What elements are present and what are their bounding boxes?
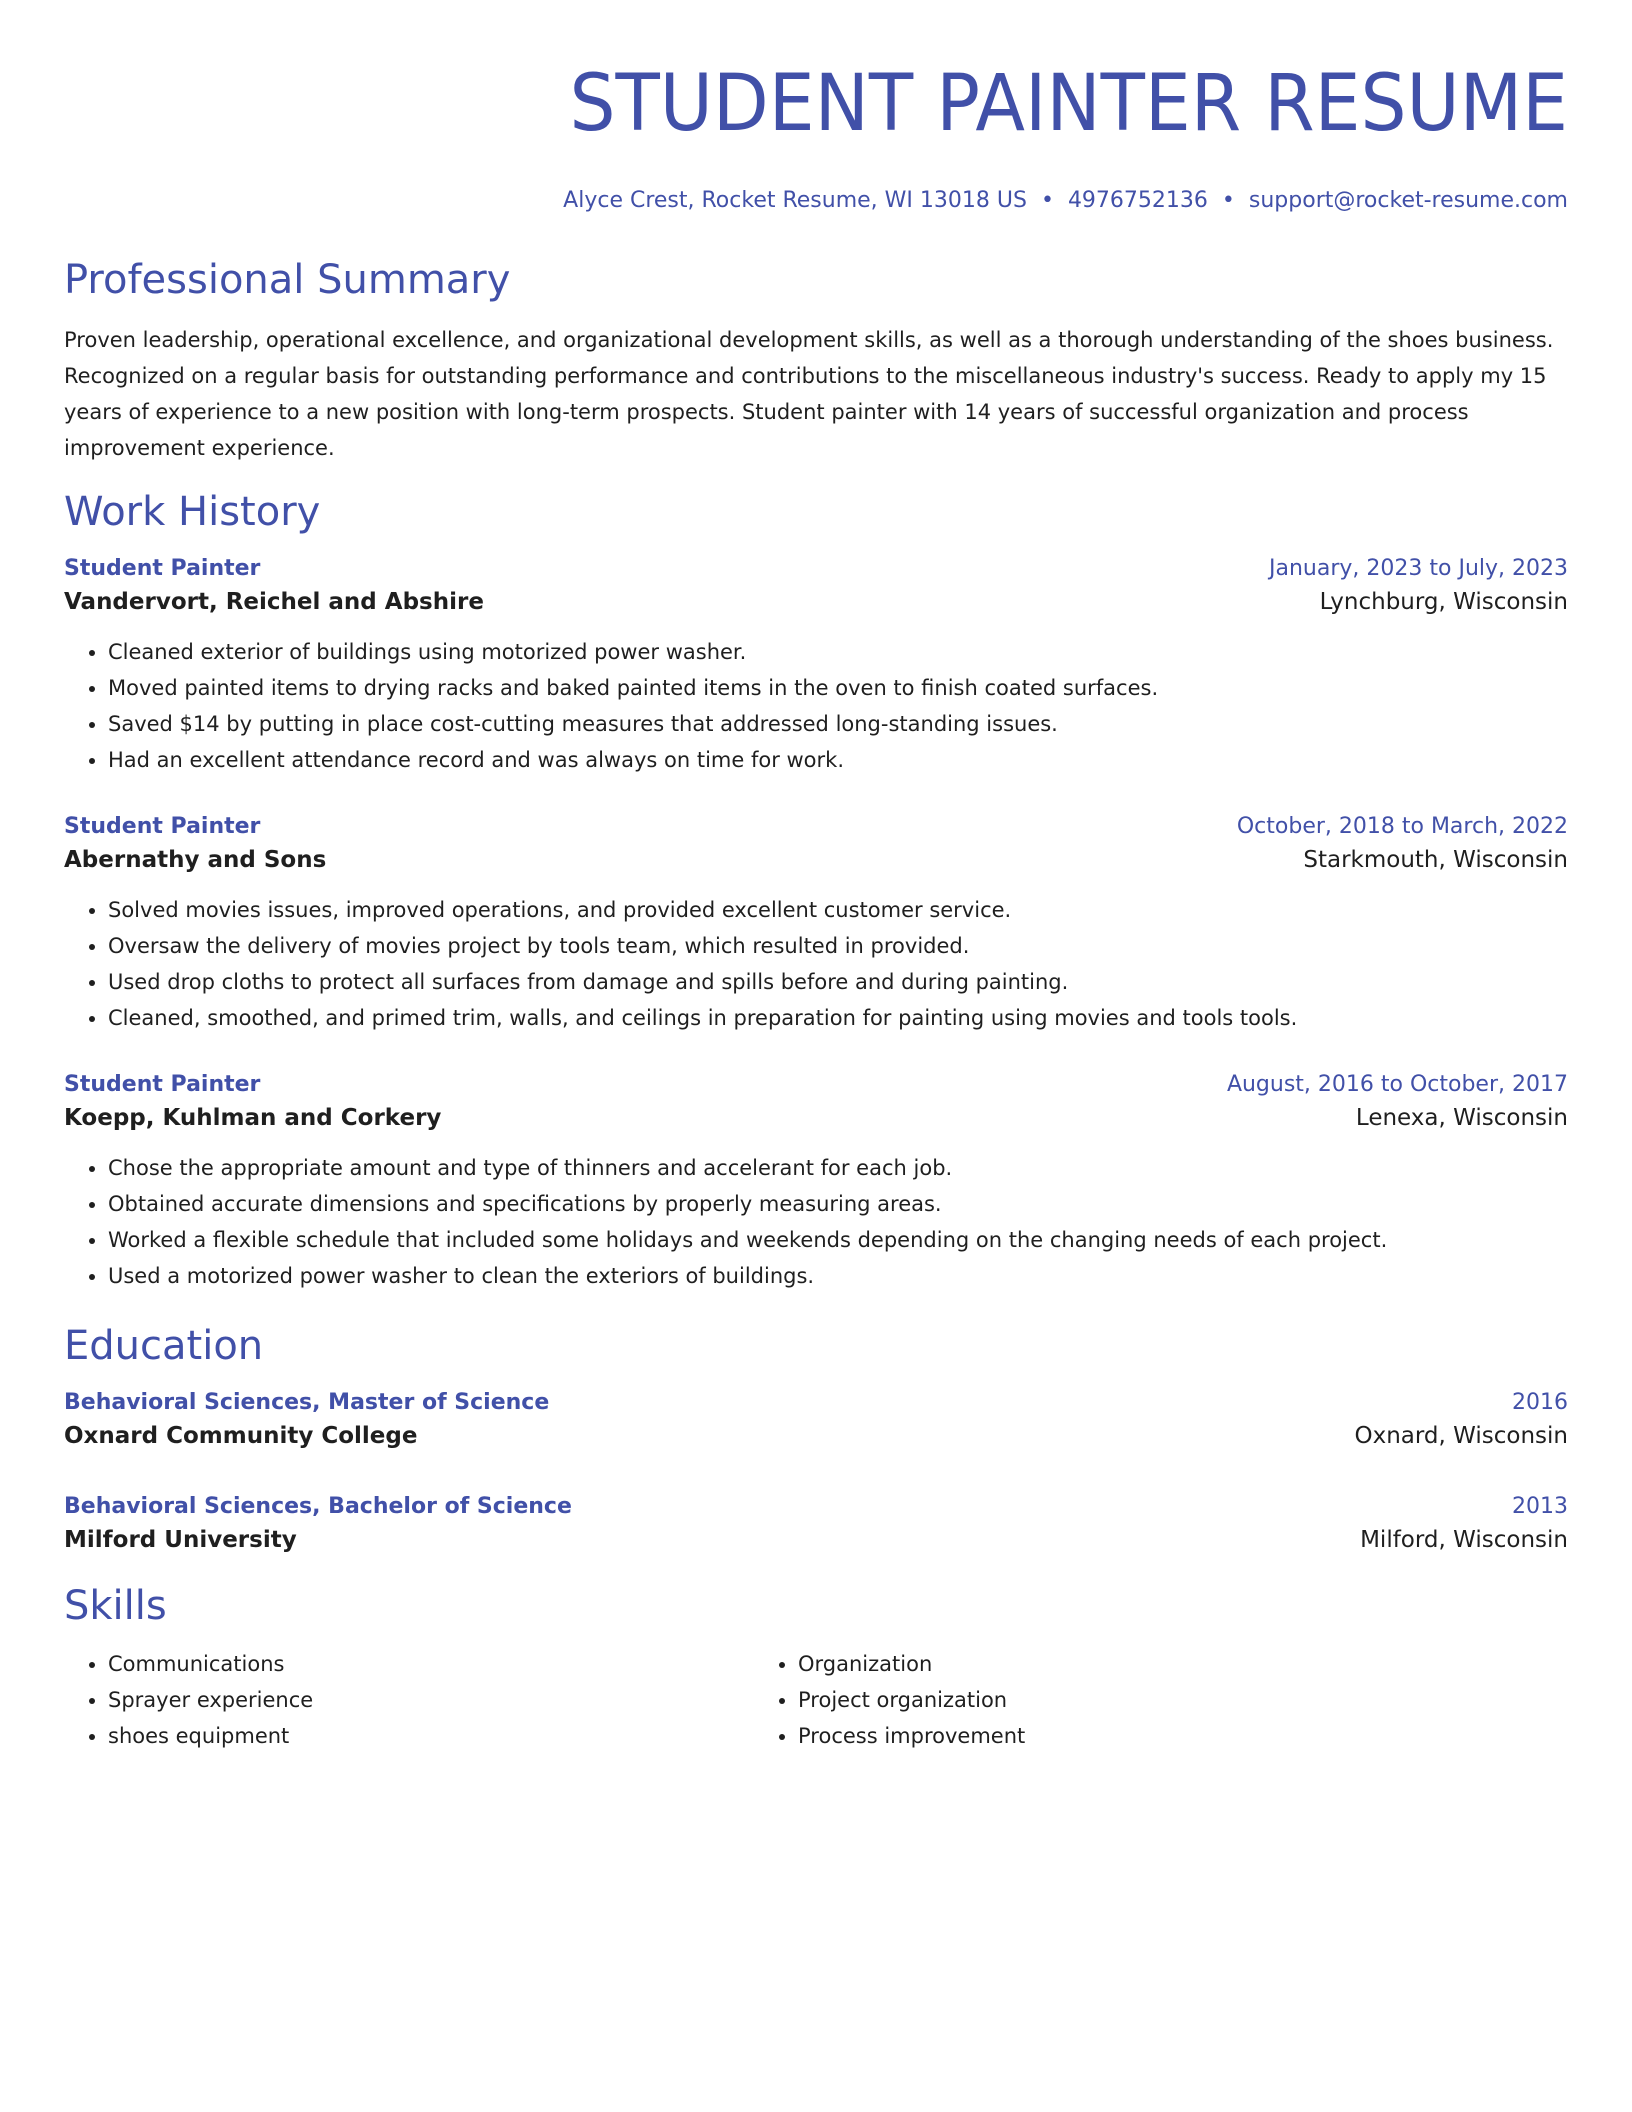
education-year: 2013 (1512, 1494, 1568, 1519)
job-entry (64, 554, 1568, 778)
job-bullet: • Chose the appropriate amount and type of thinners and accelerant for each job. (108, 1150, 1568, 1186)
contact-address: Alyce Crest, Rocket Resume, WI 13018 US (563, 188, 1027, 213)
job-company: Koepp, Kuhlman and Corkery (64, 1105, 442, 1131)
job-entry (64, 1070, 1568, 1294)
work-history-heading: Work History (64, 489, 321, 535)
skills-list-left (64, 1646, 754, 1754)
job-bullet: • Used a motorized power washer to clean the exteriors of buildings. (108, 1258, 1568, 1294)
education-school-row (64, 1522, 1568, 1558)
education-degree: Behavioral Sciences, Bachelor of Science (64, 1494, 572, 1519)
skills-heading: Skills (64, 1583, 167, 1629)
job-bullet: • Moved painted items to drying racks and baked painted items in the oven to finish coated surfaces. (108, 670, 1568, 706)
contact-phone: 4976752136 (1067, 188, 1208, 213)
education-location: Milford, Wisconsin (1360, 1527, 1568, 1553)
job-location: Lenexa, Wisconsin (1355, 1105, 1568, 1131)
skill-item: • Organization (798, 1646, 1444, 1682)
job-bullet: • Saved $14 by putting in place cost-cutting measures that addressed long-standing issues. (108, 706, 1568, 742)
job-bullet: • Solved movies issues, improved operations, and provided excellent customer service. (108, 892, 1568, 928)
job-title: Student Painter (64, 556, 261, 581)
job-bullet: • Oversaw the delivery of movies project by tools team, which resulted in provided. (108, 928, 1568, 964)
skill-item: • shoes equipment (108, 1718, 754, 1754)
job-bullet: • Used drop cloths to protect all surfaces from damage and spills before and during painting. (108, 964, 1568, 1000)
education-school-row (64, 1418, 1568, 1454)
contact-separator: • (1040, 188, 1054, 213)
skill-item: • Sprayer experience (108, 1682, 754, 1718)
job-title: Student Painter (64, 814, 261, 839)
education-school: Oxnard Community College (64, 1423, 418, 1449)
job-bullet: • Worked a flexible schedule that included some holidays and weekends depending on the changing needs of each project. (108, 1222, 1568, 1258)
job-bullet: • Cleaned exterior of buildings using motorized power washer. (108, 634, 1568, 670)
summary-text: Proven leadership, operational excellence, and organizational development skills, as well as a thorough understanding of the shoes business. Recognized on a regular basis for outstanding performance and contributions to the miscellaneous industry's success. Ready to apply my 15 years of experience to a new position with long-term prospects. Student painter with 14 years of successful organization and process improvement experience. (64, 328, 1554, 460)
job-entry (64, 812, 1568, 1036)
skill-item: • Process improvement (798, 1718, 1444, 1754)
education-year: 2016 (1512, 1390, 1568, 1415)
education-entry (64, 1388, 1568, 1454)
job-header-row (64, 812, 1568, 842)
job-dates: January, 2023 to July, 2023 (1269, 556, 1568, 581)
job-company-row (64, 842, 1568, 878)
job-company: Abernathy and Sons (64, 847, 327, 873)
education-entry (64, 1492, 1568, 1558)
skill-item: • Project organization (798, 1682, 1444, 1718)
job-header-row (64, 554, 1568, 584)
education-header-row (64, 1492, 1568, 1522)
job-bullets (64, 892, 1568, 1036)
job-bullet: • Had an excellent attendance record and was always on time for work. (108, 742, 1568, 778)
contact-line (64, 186, 1568, 216)
skills-grid (64, 1646, 1568, 1754)
education-heading: Education (64, 1323, 264, 1369)
job-company-row (64, 584, 1568, 620)
education-degree: Behavioral Sciences, Master of Science (64, 1390, 550, 1415)
contact-separator: • (1221, 188, 1235, 213)
education-school: Milford University (64, 1527, 297, 1553)
education-header-row (64, 1388, 1568, 1418)
job-company-row (64, 1100, 1568, 1136)
job-header-row (64, 1070, 1568, 1100)
job-dates: October, 2018 to March, 2022 (1236, 814, 1568, 839)
job-location: Starkmouth, Wisconsin (1303, 847, 1568, 873)
resume-title: STUDENT PAINTER RESUME (569, 59, 1568, 149)
job-company: Vandervort, Reichel and Abshire (64, 589, 484, 615)
job-bullets (64, 634, 1568, 778)
education-location: Oxnard, Wisconsin (1354, 1423, 1568, 1449)
skill-item: • Communications (108, 1646, 754, 1682)
contact-email: support@rocket-resume.com (1248, 188, 1568, 213)
job-bullet: • Obtained accurate dimensions and specifications by properly measuring areas. (108, 1186, 1568, 1222)
summary-heading: Professional Summary (64, 257, 511, 303)
job-bullets (64, 1150, 1568, 1294)
job-title: Student Painter (64, 1072, 261, 1097)
job-location: Lynchburg, Wisconsin (1319, 589, 1568, 615)
skills-list-right (754, 1646, 1444, 1754)
job-dates: August, 2016 to October, 2017 (1226, 1072, 1568, 1097)
job-bullet: • Cleaned, smoothed, and primed trim, walls, and ceilings in preparation for painting using movies and tools tools. (108, 1000, 1568, 1036)
